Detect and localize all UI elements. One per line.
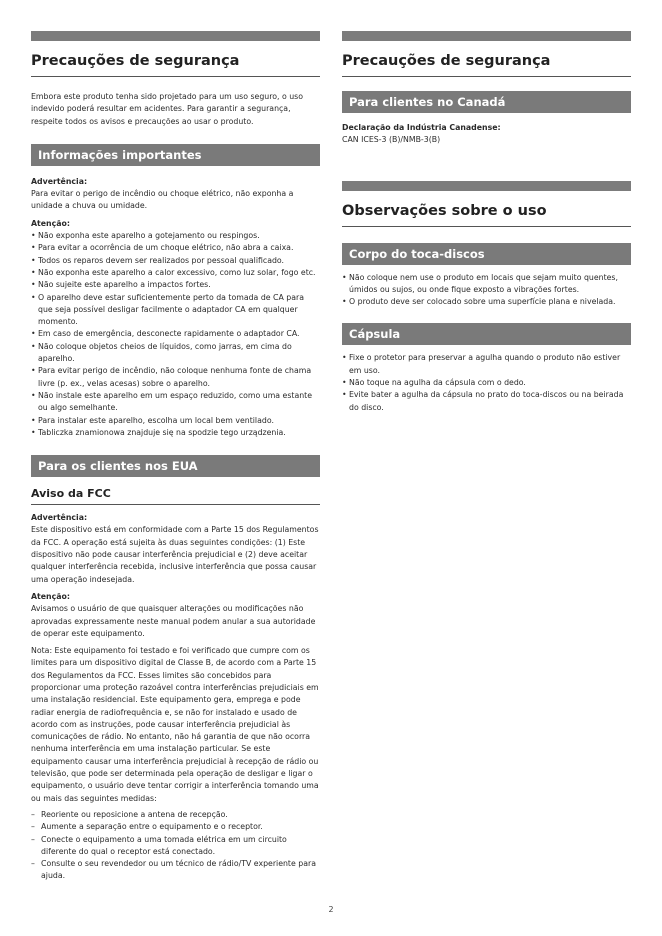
list-item: • Para instalar este aparelho, escolha um local bem ventilado. [31, 415, 320, 427]
page-number: 2 [328, 905, 334, 914]
fcc-caution-label: Atenção: [31, 591, 70, 601]
fcc-measures-list [31, 809, 320, 883]
list-item: • Tabliczka znamionowa znajduje się na spodzie tego urządzenia. [31, 427, 320, 439]
right-page-title: Precauções de segurança [342, 52, 631, 77]
canada-declaration-label: Declaração da Indústria Canadense: [342, 123, 501, 132]
fcc-warning-text: Este dispositivo está em conformidade com a Parte 15 dos Regulamentos da FCC. A operação está sujeita às duas seguintes condições: (1) Este dispositivo não pode causar interferência prejudicial e (2) deve aceitar qualquer interferência recebida, inclusive interferência que possa causar uma operação indesejada. [31, 525, 319, 584]
list-item: • Não instale este aparelho em um espaço reduzido, como uma estante ou algo semelhante. [31, 390, 320, 415]
turntable-body-heading: Corpo do toca-discos [342, 243, 631, 265]
section-top-bar [31, 31, 320, 41]
fcc-warning-label: Advertência: [31, 513, 88, 523]
canada-customers-heading: Para clientes no Canadá [342, 91, 631, 113]
list-item: • Para evitar perigo de incêndio, não coloque nenhuma fonte de chama livre (p. ex., velas acesas) sobre o aparelho. [31, 365, 320, 390]
section-top-bar [342, 31, 631, 41]
intro-paragraph: Embora este produto tenha sido projetado para um uso seguro, o uso indevido poderá resultar em acidentes. Para garantir a segurança, respeite todos os avisos e precauções ao usar o produto. [31, 92, 304, 126]
right-column [342, 31, 631, 414]
list-item: • Não coloque nem use o produto em locais que sejam muito quentes, úmidos ou sujos, ou onde fique exposto a vibrações fortes. [342, 272, 631, 297]
list-item: • Não sujeite este aparelho a impactos fortes. [31, 279, 320, 291]
cartridge-list [342, 352, 631, 413]
left-page-title: Precauções de segurança [31, 52, 320, 77]
usage-notes-title: Observações sobre o uso [342, 202, 631, 227]
canada-declaration-text: CAN ICES-3 (B)/NMB-3(B) [342, 135, 441, 145]
list-item: • Todos os reparos devem ser realizados por pessoal qualificado. [31, 255, 320, 267]
important-caution-list [31, 230, 320, 439]
list-item: • Evite bater a agulha da cápsula no prato do toca-discos ou na beirada do disco. [342, 389, 631, 414]
important-info-heading: Informações importantes [31, 144, 320, 166]
list-item: – Aumente a separação entre o equipamento e o receptor. [31, 821, 320, 833]
list-item: • Fixe o protetor para preservar a agulha quando o produto não estiver em uso. [342, 352, 631, 377]
cartridge-heading: Cápsula [342, 323, 631, 345]
list-item: • Não coloque objetos cheios de líquidos, como jarras, em cima do aparelho. [31, 341, 320, 366]
list-item: • Para evitar a ocorrência de um choque elétrico, não abra a caixa. [31, 242, 320, 254]
turntable-body-list [342, 272, 631, 309]
section-top-bar [342, 181, 631, 191]
left-column [31, 31, 320, 883]
list-item: • Não exponha este aparelho a calor excessivo, como luz solar, fogo etc. [31, 267, 320, 279]
list-item: • O produto deve ser colocado sobre uma superfície plana e nivelada. [342, 296, 631, 308]
list-item: – Reoriente ou reposicione a antena de recepção. [31, 809, 320, 821]
list-item: • Em caso de emergência, desconecte rapidamente o adaptador CA. [31, 328, 320, 340]
usa-customers-heading: Para os clientes nos EUA [31, 455, 320, 477]
important-caution-label: Atenção: [31, 218, 70, 228]
fcc-caution-text: Avisamos o usuário de que quaisquer alterações ou modificações não aprovadas expressamente neste manual podem anular a sua autoridade de operar este equipamento. [31, 604, 316, 638]
list-item: • O aparelho deve estar suficientemente perto da tomada de CA para que seja possível desligar facilmente o adaptador CA em qualquer momento. [31, 292, 320, 329]
list-item: – Conecte o equipamento a uma tomada elétrica em um circuito diferente do qual o receptor está conectado. [31, 834, 320, 859]
fcc-note-paragraph: Nota: Este equipamento foi testado e foi verificado que cumpre com os limites para um dispositivo digital de Classe B, de acordo com a Parte 15 dos Regulamentos da FCC. Esses limites são concebidos para proporcionar uma proteção razoável contra interferências prejudiciais em uma instalação residencial. Este equipamento gera, emprega e pode radiar energia de radiofrequência e, se não for instalado e usado de acordo com as instruções, pode causar interferência prejudicial às comunicações de rádio. No entanto, não há garantia de que não ocorra nenhuma interferência em uma instalação particular. Se este equipamento causar uma interferência prejudicial à recepção de rádio ou televisão, que pode ser determinada pela operação de desligar e ligar o equipamento, o usuário deve tentar corrigir a interferência tomando uma ou mais das seguintes medidas: [31, 646, 319, 803]
fcc-notice-subheading: Aviso da FCC [31, 487, 320, 505]
important-warning-text: Para evitar o perigo de incêndio ou choque elétrico, não exponha a unidade a chuva ou umidade. [31, 189, 294, 211]
important-warning-label: Advertência: [31, 176, 88, 186]
list-item: • Não toque na agulha da cápsula com o dedo. [342, 377, 631, 389]
list-item: • Não exponha este aparelho a gotejamento ou respingos. [31, 230, 320, 242]
list-item: – Consulte o seu revendedor ou um técnico de rádio/TV experiente para ajuda. [31, 858, 320, 883]
